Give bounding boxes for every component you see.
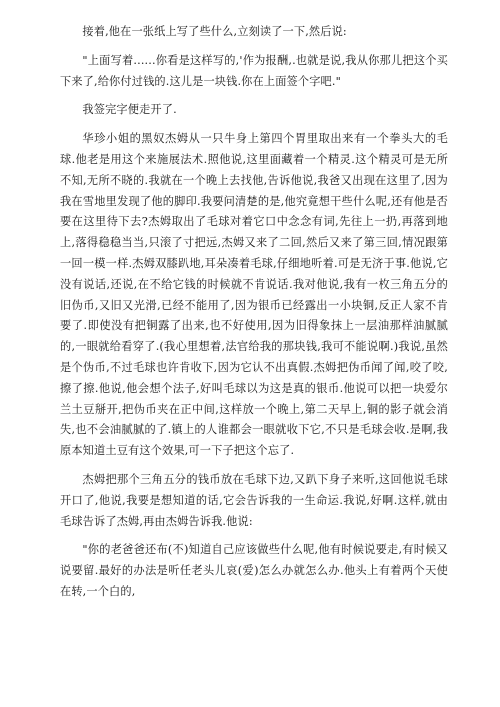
paragraph-6: "你的老爸爸还布(不)知道自己应该做些什么呢,他有时候说要走,有时候又说要留.最好的办法是听任老头儿哀(爱)怎么办就怎么办.他头上有着两个天使在转,一个白的, <box>60 543 448 598</box>
paragraph-2: "上面写着......你看是这样写的,'作为报酬,.也就是说,我从你那儿把这个买下来了,给你付过钱的.这儿是一块钱.你在上面签个字吧." <box>60 53 448 88</box>
paragraph-3: 我签完字便走开了. <box>82 103 177 117</box>
paragraph-4: 华珍小姐的黑奴杰姆从一只牛身上第四个胃里取出来有一个拳头大的毛球.他老是用这个来施展法术.照他说,这里面藏着一个精灵.这个精灵可是无所不知,无所不晓的.我就在一个晚上去找他,告诉他说,我爸又出现在这里了,因为我在雪地里发现了他的脚印.我要问清楚的是,他究竟想干些什么呢,还有他是否要在这里待下去?杰姆取出了毛球对着它口中念念有词,先往上一扔,再落到地上,落得稳稳当当,只滚了寸把远,杰姆又来了二回,然后又来了第三回,情况跟第一回一模一样.杰姆双膝趴地,耳朵凑着毛球,仔细地听着.可是无济于事.他说,它没有说话,还说,在不给它钱的时候就不肯说话.我对他说,我有一枚三角五分的旧伪币,又旧又光滑,已经不能用了,因为银币已经露出一小块铜,反正人家不肯要了.即使没有把铜露了出来,也不好使用,因为旧得象抹上一层油那样油腻腻 的,一眼就给看穿了.(我心里想着,法官给我的那块钱,我可不能说啊.)我说,虽然是个伪币,不过毛球也许肯收下,因为它认不出真假.杰姆把伪币闻了闻,咬了咬,擦了擦.他说,他会想个法子,好叫毛球以为这是真的银币.他说可以把一块爱尔兰土豆掰开,把伪币夹在正中间,这样放一个晚上,第二天早上,铜的影子就会消失,也不会油腻腻的了.镇上的人谁都会一眼就收下它,不只是毛球会收.是啊,我原本知道土豆有这个效果,可一下子把这个忘了. <box>60 132 448 458</box>
paragraph-5: 杰姆把那个三角五分的钱币放在毛球下边,又趴下身子来听,这回他说毛球开口了,他说,我要是想知道的话,它会告诉我的一生命运.我说,好啊.这样,就由毛球告诉了杰姆,再由杰姆告诉我.他说: <box>60 472 448 528</box>
paragraph-1: 接着,他在一张纸上写了些什么,立刻读了一下,然后说: <box>82 25 347 38</box>
